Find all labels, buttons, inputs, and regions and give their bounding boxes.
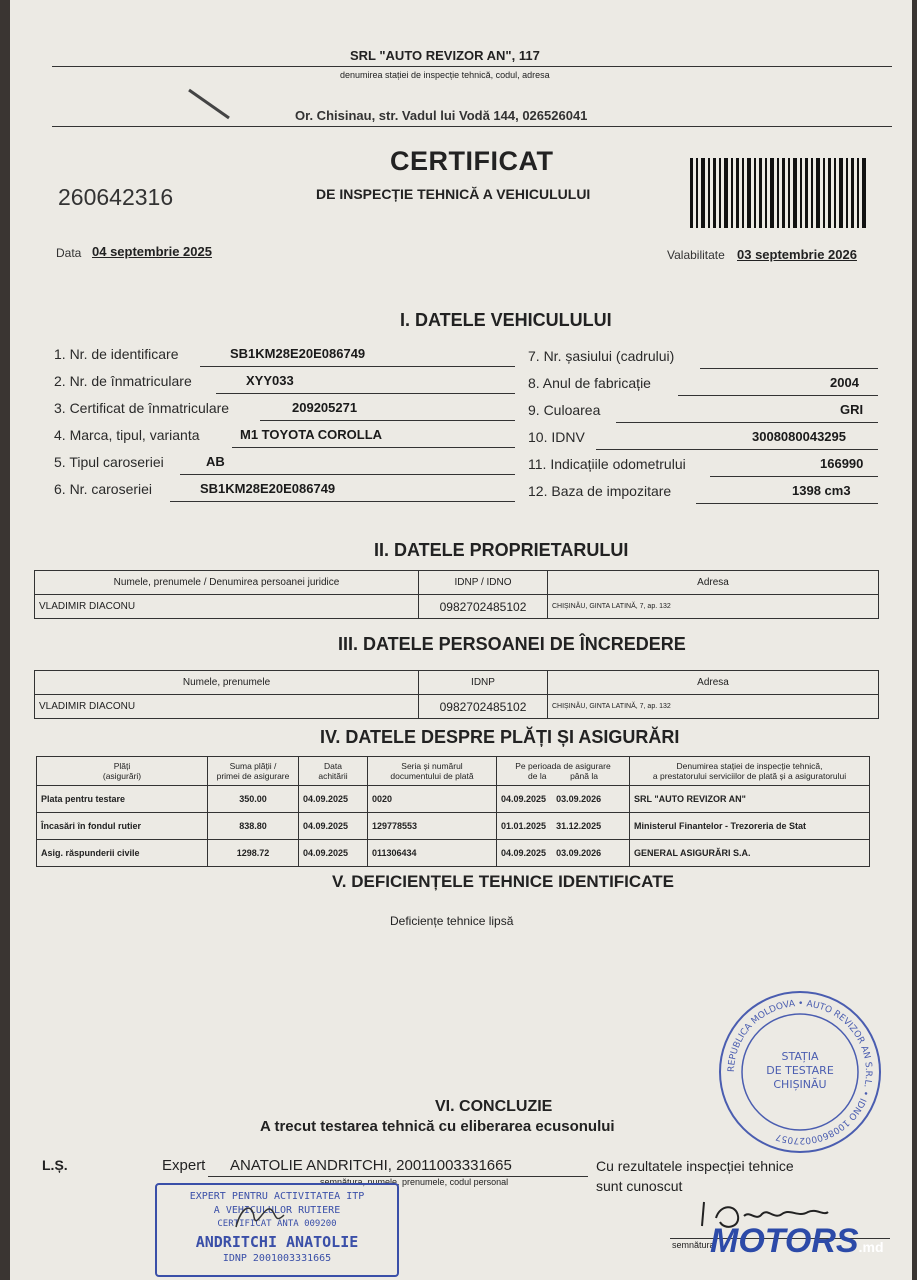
validity-label: Valabilitate bbox=[667, 248, 725, 262]
station-stamp-icon bbox=[716, 988, 884, 1156]
pay-period-from: 04.09.2025 bbox=[501, 794, 547, 804]
station-caption: denumirea stației de inspecție tehnică, codul, adresa bbox=[340, 70, 550, 80]
pay-header-doc-l1: Seria și numărul bbox=[401, 761, 463, 771]
field-vin-label: 1. Nr. de identificare bbox=[54, 346, 179, 362]
table-row bbox=[37, 786, 870, 813]
motors-watermark bbox=[710, 1222, 884, 1261]
date-label: Data bbox=[56, 246, 82, 260]
field-underline bbox=[710, 476, 878, 477]
field-body-type-value: AB bbox=[206, 454, 225, 469]
owner-idnp: 0982702485102 bbox=[419, 595, 548, 619]
pay-header-type bbox=[37, 757, 208, 786]
field-regcert-value: 209205271 bbox=[292, 400, 358, 415]
pay-date: 04.09.2025 bbox=[299, 840, 368, 867]
certificate-subtitle: DE INSPECȚIE TEHNICĂ A VEHICULULUI bbox=[316, 186, 591, 202]
certificate-page bbox=[10, 0, 912, 1280]
trustee-section-title: III. DATELE PERSOANEI DE ÎNCREDERE bbox=[338, 634, 686, 654]
field-idnv-label: 10. IDNV bbox=[528, 429, 585, 445]
pay-period-to: 31.12.2025 bbox=[556, 821, 602, 831]
expert-caption: semnătura, numele, prenumele, codul personal bbox=[320, 1177, 509, 1187]
owner-table bbox=[34, 570, 879, 619]
pay-period-from: 04.09.2025 bbox=[501, 848, 547, 858]
owner-header-name: Numele, prenumele / Denumirea persoanei juridice bbox=[35, 571, 419, 595]
pay-period bbox=[497, 840, 630, 867]
field-regcert-label: 3. Certificat de înmatriculare bbox=[54, 400, 230, 416]
pay-doc: 011306434 bbox=[368, 840, 497, 867]
pay-header-provider bbox=[630, 757, 870, 786]
sign-caption: semnătura bbox=[672, 1240, 715, 1250]
trustee-header-idnp: IDNP bbox=[419, 671, 548, 695]
owner-name: VLADIMIR DIACONU bbox=[35, 595, 419, 619]
station-name: SRL "AUTO REVIZOR AN", 117 bbox=[350, 48, 540, 63]
table-row bbox=[35, 595, 879, 619]
field-underline bbox=[170, 501, 515, 502]
pay-period-to: 03.09.2026 bbox=[556, 794, 602, 804]
pay-header-period-l1: Pe perioada de asigurare bbox=[515, 761, 611, 771]
field-make-label: 4. Marca, tipul, varianta bbox=[54, 427, 200, 443]
pay-header-sum-l2: primei de asigurare bbox=[216, 771, 290, 781]
field-tax-base-value: 1398 cm3 bbox=[792, 483, 851, 498]
field-underline bbox=[216, 393, 515, 394]
pay-date: 04.09.2025 bbox=[299, 813, 368, 840]
certificate-title: CERTIFICAT bbox=[390, 146, 554, 176]
field-color-value: GRI bbox=[840, 402, 864, 417]
owner-section-title: II. DATELE PROPRIETARULUI bbox=[374, 540, 629, 560]
pen-mark-icon bbox=[185, 86, 235, 122]
pay-type: Încasări în fondul rutier bbox=[37, 813, 208, 840]
trustee-name: VLADIMIR DIACONU bbox=[35, 695, 419, 719]
barcode-icon bbox=[688, 158, 868, 228]
expert-label: Expert bbox=[162, 1157, 206, 1174]
field-underline bbox=[696, 503, 878, 504]
expert-value: ANATOLIE ANDRITCHI, 20011003331665 bbox=[230, 1157, 512, 1174]
table-row bbox=[35, 695, 879, 719]
certificate-number: 260642316 bbox=[58, 184, 174, 210]
station-stamp-center3: CHIȘINĂU bbox=[773, 1078, 827, 1091]
station-stamp-ring-text: REPUBLICA MOLDOVA • AUTO REVIZOR AN S.R.L. • IDNO 1008600027057 bbox=[726, 998, 874, 1146]
address-line bbox=[52, 126, 892, 127]
pay-header-doc bbox=[368, 757, 497, 786]
table-row bbox=[37, 840, 870, 867]
pay-period bbox=[497, 786, 630, 813]
pay-date: 04.09.2025 bbox=[299, 786, 368, 813]
field-body-nr-value: SB1KM28E20E086749 bbox=[200, 481, 336, 496]
field-vin-value: SB1KM28E20E086749 bbox=[230, 346, 366, 361]
field-underline bbox=[678, 395, 878, 396]
field-body-type-label: 5. Tipul caroseriei bbox=[54, 454, 164, 470]
field-underline bbox=[596, 449, 878, 450]
pay-header-period bbox=[497, 757, 630, 786]
pay-sum: 350.00 bbox=[208, 786, 299, 813]
field-underline bbox=[232, 447, 515, 448]
payments-table bbox=[36, 756, 870, 867]
pay-type: Asig. răspunderii civile bbox=[37, 840, 208, 867]
expert-stamp-line2: A VEHICULULOR RUTIERE bbox=[213, 1205, 341, 1216]
trustee-address: CHIȘINĂU, GINTA LATINĂ, 7, ap. 132 bbox=[548, 695, 879, 719]
field-underline bbox=[700, 368, 878, 369]
pay-header-date-l2: achitării bbox=[318, 771, 348, 781]
trustee-idnp: 0982702485102 bbox=[419, 695, 548, 719]
payments-section-title: IV. DATELE DESPRE PLĂȚI ȘI ASIGURĂRI bbox=[320, 727, 680, 747]
field-year-value: 2004 bbox=[830, 375, 859, 390]
field-year-label: 8. Anul de fabricație bbox=[528, 375, 651, 391]
owner-header-address: Adresa bbox=[548, 571, 879, 595]
watermark-brand: MOTORS bbox=[710, 1222, 859, 1260]
field-underline bbox=[260, 420, 515, 421]
acknowledge-line1: Cu rezultatele inspecției tehnice bbox=[596, 1158, 794, 1174]
defects-section-title: V. DEFICIENȚELE TEHNICE IDENTIFICATE bbox=[332, 872, 674, 891]
expert-stamp-line3: CERTIFICAT ANTA 009200 bbox=[217, 1219, 337, 1229]
date-value: 04 septembrie 2025 bbox=[92, 244, 212, 259]
field-body-nr-label: 6. Nr. caroseriei bbox=[54, 481, 153, 497]
table-row bbox=[37, 813, 870, 840]
field-odometer-label: 11. Indicațiile odometrului bbox=[528, 456, 686, 472]
expert-stamp-line4: ANDRITCHI ANATOLIE bbox=[195, 1233, 359, 1251]
owner-address: CHIȘINĂU, GINTA LATINĂ, 7, ap. 132 bbox=[548, 595, 879, 619]
station-stamp-center1: STAȚIA bbox=[781, 1050, 819, 1063]
pay-header-date-l1: Data bbox=[324, 761, 342, 771]
trustee-table bbox=[34, 670, 879, 719]
trustee-table-header bbox=[35, 671, 879, 695]
pay-type: Plata pentru testare bbox=[37, 786, 208, 813]
defects-text: Deficiențe tehnice lipsă bbox=[390, 914, 514, 928]
conclusion-section-title: VI. CONCLUZIE bbox=[435, 1098, 553, 1115]
field-plate-label: 2. Nr. de înmatriculare bbox=[54, 373, 192, 389]
pay-header-date bbox=[299, 757, 368, 786]
watermark-tld: .md bbox=[858, 1239, 884, 1255]
pay-provider: Ministerul Finantelor - Trezoreria de Stat bbox=[630, 813, 870, 840]
field-underline bbox=[200, 366, 515, 367]
field-chassis-label: 7. Nr. șasiului (cadrului) bbox=[528, 348, 675, 364]
payments-table-header bbox=[37, 757, 870, 786]
field-tax-base-label: 12. Baza de impozitare bbox=[528, 483, 672, 499]
pay-sum: 1298.72 bbox=[208, 840, 299, 867]
pay-header-type-l1: Plăți bbox=[113, 761, 131, 771]
field-plate-value: XYY033 bbox=[246, 373, 294, 388]
pay-period-from: 01.01.2025 bbox=[501, 821, 547, 831]
pay-period bbox=[497, 813, 630, 840]
ls-label: L.Ș. bbox=[42, 1157, 68, 1173]
pay-header-type-l2: (asigurări) bbox=[102, 771, 142, 781]
conclusion-text: A trecut testarea tehnică cu eliberarea ecusonului bbox=[260, 1118, 615, 1135]
station-address: Or. Chisinau, str. Vadul lui Vodă 144, 026526041 bbox=[295, 108, 588, 123]
pay-sum: 838.80 bbox=[208, 813, 299, 840]
expert-stamp-line5: IDNP 2001003331665 bbox=[222, 1253, 332, 1264]
pay-provider: SRL "AUTO REVIZOR AN" bbox=[630, 786, 870, 813]
field-underline bbox=[616, 422, 878, 423]
field-make-value: M1 TOYOTA COROLLA bbox=[240, 427, 383, 442]
field-underline bbox=[180, 474, 515, 475]
validity-value: 03 septembrie 2026 bbox=[737, 247, 857, 262]
header-line bbox=[52, 66, 892, 67]
pay-header-period-to: până la bbox=[570, 771, 598, 781]
pay-provider: GENERAL ASIGURĂRI S.A. bbox=[630, 840, 870, 867]
owner-table-header bbox=[35, 571, 879, 595]
field-idnv-value: 3008080043295 bbox=[752, 429, 846, 444]
pay-header-sum bbox=[208, 757, 299, 786]
field-odometer-value: 166990 bbox=[820, 456, 864, 471]
pay-period-to: 03.09.2026 bbox=[556, 848, 602, 858]
pay-header-sum-l1: Suma plății / bbox=[229, 761, 277, 771]
pay-doc: 0020 bbox=[368, 786, 497, 813]
pay-header-provider-l1: Denumirea stației de inspecție tehnică, bbox=[676, 761, 823, 771]
pay-header-period-from: de la bbox=[528, 771, 547, 781]
field-color-label: 9. Culoarea bbox=[528, 402, 601, 418]
station-stamp-center2: DE TESTARE bbox=[766, 1064, 834, 1077]
pay-header-doc-l2: documentului de plată bbox=[390, 771, 474, 781]
trustee-header-address: Adresa bbox=[548, 671, 879, 695]
vehicle-section-title: I. DATELE VEHICULULUI bbox=[400, 310, 612, 330]
expert-stamp-line1: EXPERT PENTRU ACTIVITATEA ITP bbox=[189, 1191, 365, 1202]
pay-header-provider-l2: a prestatorului serviciilor de plată și a asiguratorului bbox=[652, 771, 847, 781]
acknowledge-line2: sunt cunoscut bbox=[596, 1178, 683, 1194]
expert-signature-icon bbox=[230, 1195, 290, 1235]
pay-doc: 129778553 bbox=[368, 813, 497, 840]
owner-header-idnp: IDNP / IDNO bbox=[419, 571, 548, 595]
trustee-header-name: Numele, prenumele bbox=[35, 671, 419, 695]
